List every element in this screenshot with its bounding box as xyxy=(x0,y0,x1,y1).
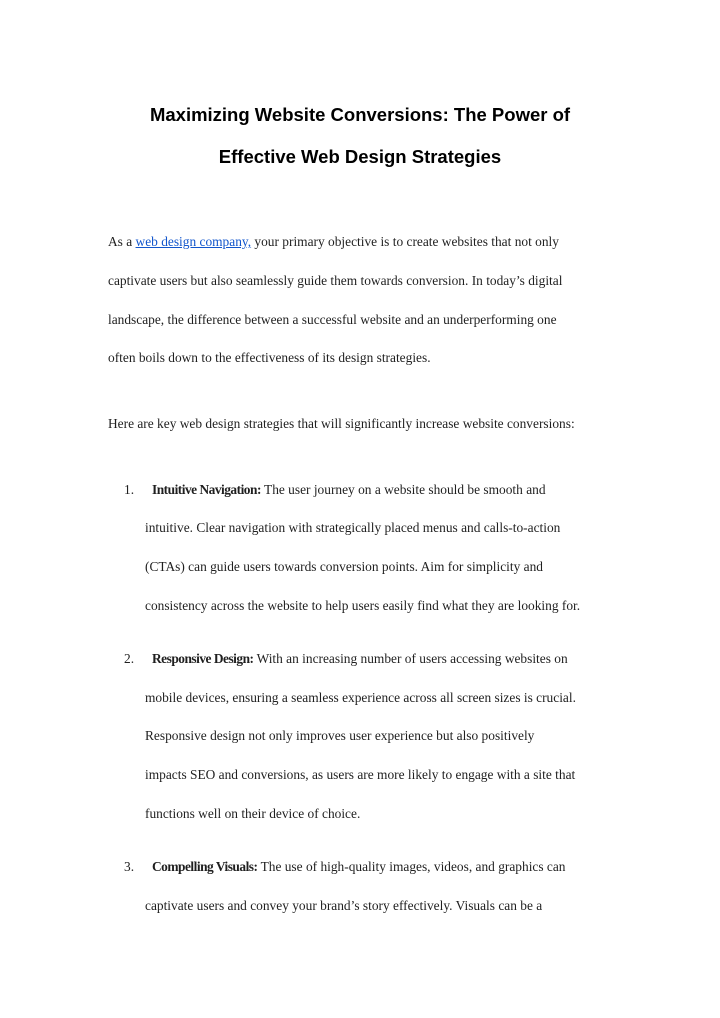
intro-line-2: captivate users but also seamlessly guide them towards conversion. In today’s digital xyxy=(108,273,563,288)
intro-line-1 xyxy=(108,233,559,251)
list-item-term: Responsive Design: xyxy=(152,651,254,666)
list-item-2-line-2: mobile devices, ensuring a seamless experience across all screen sizes is crucial. xyxy=(145,690,576,705)
list-item-text: With an increasing number of users accessing websites on xyxy=(253,651,568,666)
document-title-line-2: Effective Web Design Strategies xyxy=(218,146,502,167)
intro-line-1-text: your primary objective is to create websites that not only xyxy=(251,234,559,249)
lead-paragraph: Here are key web design strategies that will significantly increase website conversions: xyxy=(108,416,575,431)
list-item-text: The user journey on a website should be smooth and xyxy=(260,482,546,497)
list-item-1-line-2: intuitive. Clear navigation with strategically placed menus and calls-to-action xyxy=(145,520,561,535)
list-item-1-line-3: (CTAs) can guide users towards conversion points. Aim for simplicity and xyxy=(145,559,543,574)
list-item-1-line-1 xyxy=(152,481,546,499)
intro-line-3: landscape, the difference between a successful website and an underperforming one xyxy=(108,312,557,327)
list-item-number: 1. xyxy=(124,482,135,497)
list-item-2-line-4: impacts SEO and conversions, as users are more likely to engage with a site that xyxy=(145,767,576,782)
list-item-number: 3. xyxy=(124,859,135,874)
list-item-2-line-5: functions well on their device of choice. xyxy=(145,806,361,821)
web-design-company-link[interactable]: web design company, xyxy=(135,234,252,249)
list-item-3-line-2: captivate users and convey your brand’s story effectively. Visuals can be a xyxy=(145,898,543,913)
intro-prefix: As a xyxy=(108,234,136,249)
list-item-number: 2. xyxy=(124,651,135,666)
list-item-1-line-4: consistency across the website to help users easily find what they are looking for. xyxy=(145,598,581,613)
intro-line-4: often boils down to the effectiveness of its design strategies. xyxy=(108,350,431,365)
list-item-3-line-1 xyxy=(152,858,566,876)
list-item-2-line-3: Responsive design not only improves user experience but also positively xyxy=(145,728,535,743)
list-item-2-line-1 xyxy=(152,650,568,668)
list-item-term: Intuitive Navigation: xyxy=(152,482,261,497)
document-title-line-1: Maximizing Website Conversions: The Power of xyxy=(149,104,571,125)
list-item-text: The use of high-quality images, videos, and graphics can xyxy=(257,859,566,874)
list-item-term: Compelling Visuals: xyxy=(152,859,258,874)
